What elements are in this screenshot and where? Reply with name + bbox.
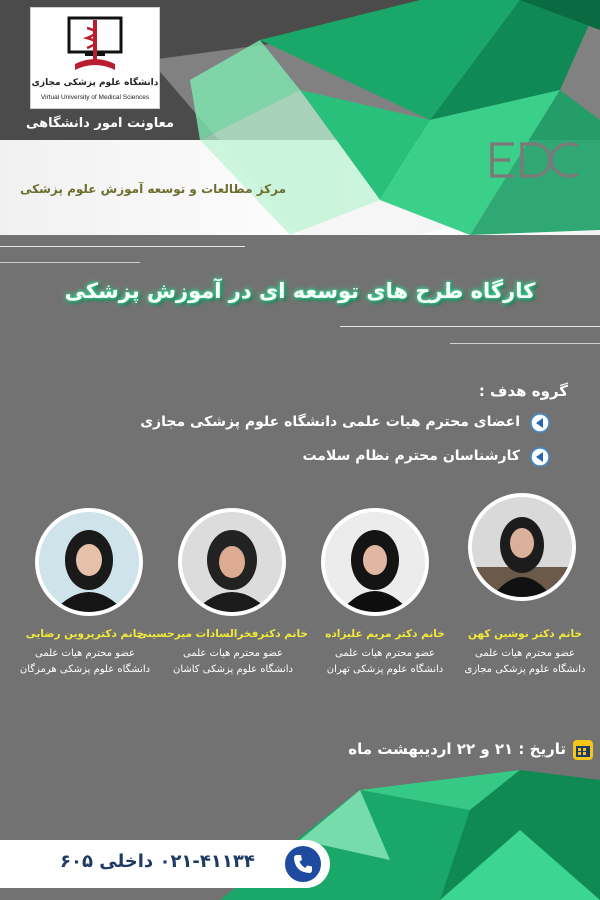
target-group-item-text: اعضای محترم هیات علمی دانشگاه علوم پزشکی مجازی xyxy=(140,414,520,430)
center-name: مرکز مطالعات و توسعه آموزش علوم پزشکی xyxy=(20,182,287,196)
speaker-portrait xyxy=(472,497,572,597)
divider xyxy=(0,262,140,263)
speaker-role: عضو محترم هیات علمی xyxy=(34,648,136,659)
speaker-name: خانم دکتر نوشین کهن xyxy=(467,628,583,640)
university-logo-icon xyxy=(65,14,125,74)
phone-number: ۰۲۱-۴۱۱۳۴ داخلی ۶۰۵ xyxy=(60,851,255,872)
calendar-icon xyxy=(572,739,594,761)
speaker-university: دانشگاه علوم پزشکی کاشان xyxy=(172,664,294,675)
speaker-photo xyxy=(321,508,429,616)
phone-icon xyxy=(282,843,324,885)
speaker-university: دانشگاه علوم پزشکی هرمزگان xyxy=(19,664,151,675)
speaker-university: دانشگاه علوم پزشکی مجازی xyxy=(464,664,586,675)
workshop-title: کارگاه طرح های توسعه ای در آموزش پزشکی xyxy=(64,279,536,303)
speaker-portrait xyxy=(39,512,139,612)
divider xyxy=(0,246,245,247)
speaker-portrait xyxy=(182,512,282,612)
divider xyxy=(340,326,600,327)
target-group-item-text: کارشناسان محترم نظام سلامت xyxy=(302,448,520,464)
speaker-name: خانم دکترپروین رضایی xyxy=(25,628,145,640)
university-logo xyxy=(30,7,160,109)
speaker-portrait xyxy=(325,512,425,612)
divider xyxy=(450,343,600,344)
edc-logo xyxy=(488,140,580,180)
play-arrow-icon xyxy=(530,413,550,433)
target-group-heading: گروه هدف : xyxy=(478,382,568,400)
speaker-photo xyxy=(178,508,286,616)
logo-text-fa: دانشگاه علوم پزشکی مجازی xyxy=(31,78,159,88)
target-group-item xyxy=(30,412,550,436)
speaker-photo xyxy=(35,508,143,616)
speaker-name: خانم دکترفخرالسادات میرحسینی xyxy=(137,628,308,640)
speaker-role: عضو محترم هیات علمی xyxy=(334,648,436,659)
date-row xyxy=(300,736,600,766)
speaker-role: عضو محترم هیات علمی xyxy=(182,648,284,659)
date-text: تاریخ : ۲۱ و ۲۲ اردیبهشت ماه xyxy=(348,740,566,758)
vice-chancellery-label: معاونت امور دانشگاهی xyxy=(25,116,175,131)
logo-text-en: Virtual University of Medical Sciences xyxy=(40,94,150,101)
speaker-photo xyxy=(468,493,576,601)
play-arrow-icon xyxy=(530,447,550,467)
target-group-item xyxy=(30,446,550,470)
speaker-role: عضو محترم هیات علمی xyxy=(474,648,576,659)
speaker-name: خانم دکتر مریم علیزاده xyxy=(325,628,445,640)
speaker-university: دانشگاه علوم پزشکی تهران xyxy=(326,664,444,675)
